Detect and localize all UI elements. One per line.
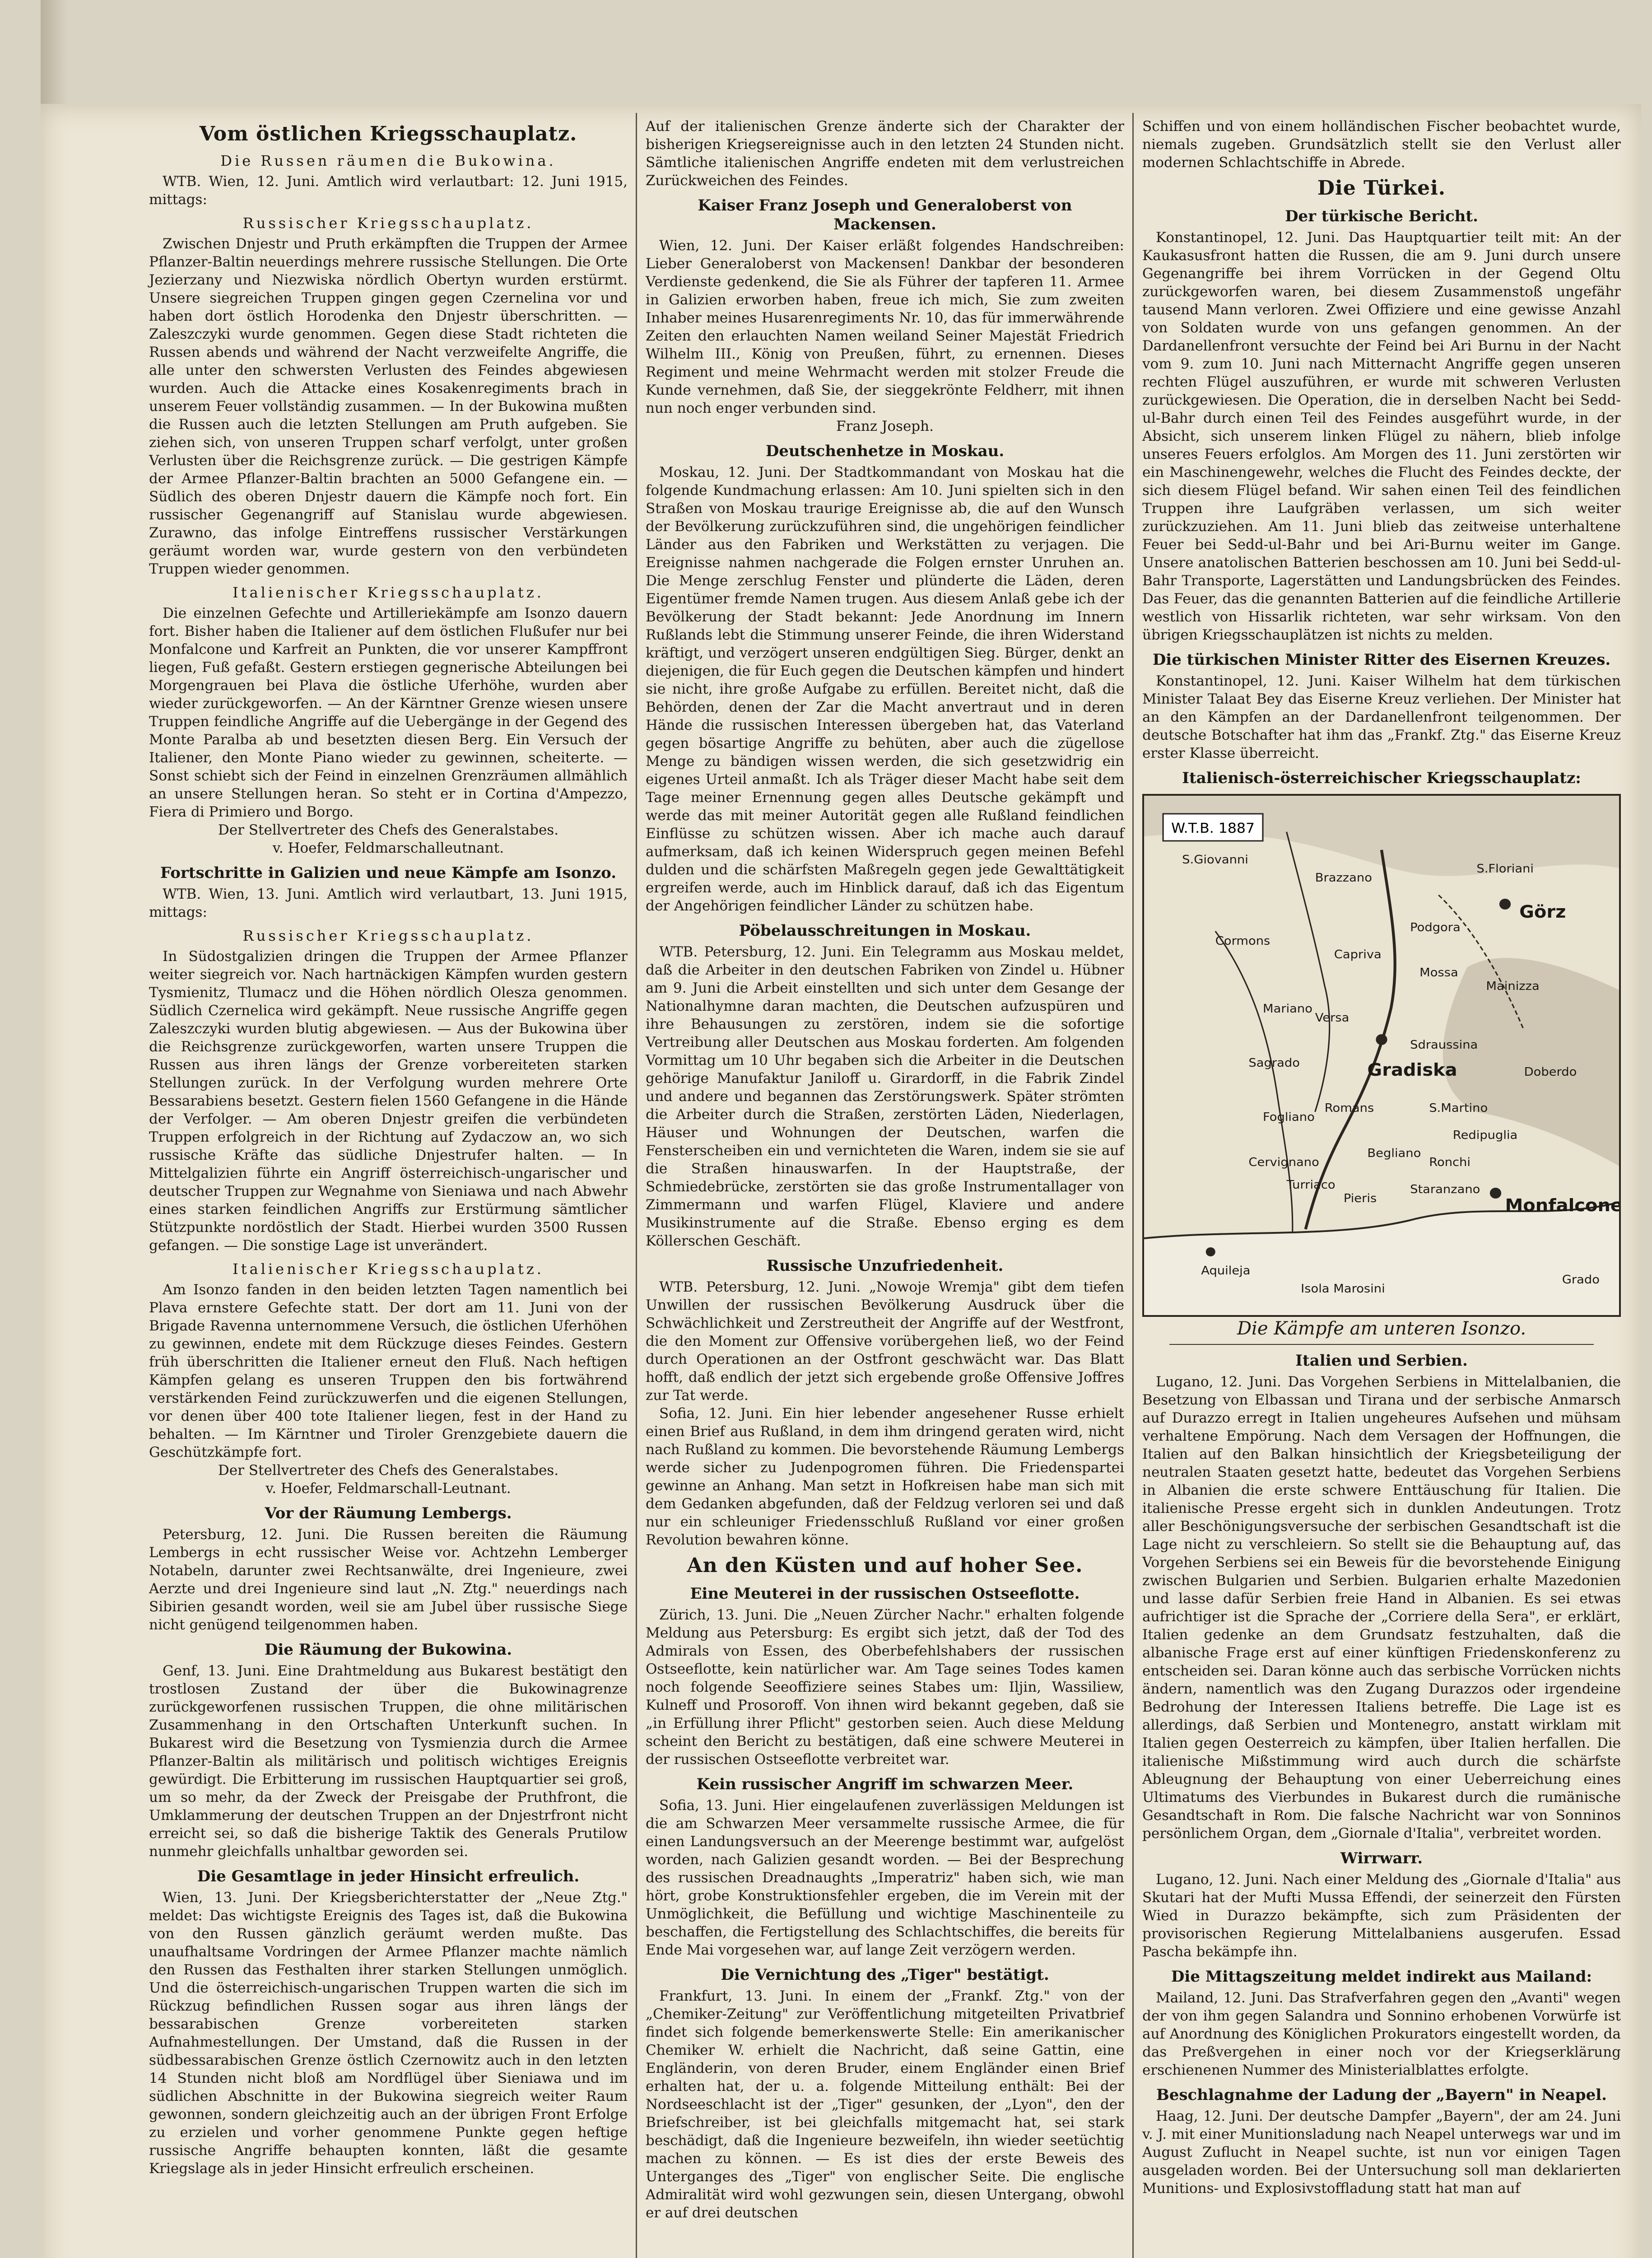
paragraph: WTB. Petersburg, 12. Juni. „Nowoje Wremja" gibt dem tiefen Unwillen der russischen Bevölkerung Ausdruck über die Schwächlichkeit und Zerstreutheit der Angriffe auf der Westfront, die den Moment zur Offensive vorübergehen ließ, wo der Feind durch Operationen an der Ostfront geschwächt war. Das Blatt hofft, daß endlich der jetzt sich ergebende große Offensive Joffres zur Tat werde. [646, 1279, 1124, 1404]
signature: Der Stellvertreter des Chefs des Generalstabes. [218, 1462, 559, 1479]
paragraph: Sofia, 12. Juni. Ein hier lebender angesehener Russe erhielt einen Brief aus Rußland, in dem ihm dringend geraten wird, nicht nach Rußland zu kommen. Die bevorstehende Räumung Lembergs werde sicher zu Judenpogromen führen. Die Friedenspartei gewinne an Anhang. Man setzt in Hofkreisen habe man sich mit dem Gedanken abgefunden, daß der Feldzug verloren sei und daß nur ein schleuniger Friedensschluß Rußland vor einer großen Revolution bewahren könne. [646, 1405, 1124, 1548]
section-heading: Russischer Kriegsschauplatz. [242, 215, 534, 232]
map-place-label: Capriva [1334, 947, 1382, 961]
signature: v. Hoefer, Feldmarschall-Leutnant. [265, 1480, 511, 1497]
dateline: WTB. Wien, 12. Juni. Amtlich wird verlautbart: 12. Juni 1915, mittags: [149, 173, 628, 208]
paragraph: Petersburg, 12. Juni. Die Russen bereiten die Räumung Lembergs in echt russischer Weise vor. Achtzehn Lemberger Notabeln, darunter zwei Rechtsanwälte, drei Ingenieure, zwei Aerzte und drei Ingenieure sind laut „N. Ztg." neuerdings nach Sibirien gesandt worden, weil sie am Jubel über russische Siege nicht genügend teilgenommen haben. [149, 1526, 628, 1633]
headline: Die Gesamtlage in jeder Hinsicht erfreulich. [197, 1867, 580, 1885]
headline: Fortschritte in Galizien und neue Kämpfe am Isonzo. [160, 864, 617, 882]
map-place-label: Isola Marosini [1301, 1282, 1385, 1296]
paragraph: Schiffen und von einem holländischen Fischer beobachtet wurde, niemals zugeben. Grundsätzlich stellt sie den Verlust aller modernen Schlachtschiffe in Abrede. [1142, 118, 1621, 171]
paragraph: Die einzelnen Gefechte und Artilleriekämpfe am Isonzo dauern fort. Bisher haben die Italiener auf dem östlichen Flußufer nur bei Monfalcone und Karfreit an Punkten, die vor unserer Kampffront liegen, Fuß gefaßt. Gestern erstiegen gegnerische Abteilungen bei Morgengrauen bei Plava die östliche Uferhöhe, wurden aber wieder zurückgeworfen. — An der Kärntner Grenze wiesen unsere Truppen feindliche Angriffe auf die Uebergänge in der Gegend des Monte Paralba ab und besetzten diesen Berg. Ein Versuch der Italiener, den Monte Piano wieder zu gewinnen, scheiterte. — Sonst schiebt sich der Feind in einzelnen Grenzräumen allmählich an unsere Stellungen heran. So steht er in Cortina d'Ampezzo, Fiera di Primiero und Borgo. [149, 605, 628, 820]
map-place-label: S.Martino [1429, 1101, 1488, 1115]
map-place-label: Romans [1324, 1101, 1374, 1115]
map-place-label: Fogliano [1263, 1110, 1315, 1124]
headline: Vor der Räumung Lembergs. [265, 1504, 512, 1522]
headline: Deutschenhetze in Moskau. [765, 442, 1005, 460]
paragraph: Lugano, 12. Juni. Nach einer Meldung des „Giornale d'Italia" aus Skutari hat der Mufti Mussa Effendi, der seinerzeit den Fürsten Wied in Durazzo bekämpfte, sich zum Präsidenten der provisorischen Regierung Mittelalbaniens ausgerufen. Essad Pascha bekämpfe ihn. [1142, 1871, 1621, 1960]
map-place-label: Mainizza [1486, 979, 1540, 993]
map-place-label: Mossa [1419, 966, 1458, 980]
paragraph: Haag, 12. Juni. Der deutsche Dampfer „Bayern", der am 24. Juni v. J. mit einer Munitionsladung nach Neapel unterwegs war und im August Zuflucht in Neapel suchte, ist nun vor einigen Tagen ausgeladen worden. Bei der Untersuchung soll man deklarierten Munitions- und Explosivstoffladung statt hat man auf [1142, 2108, 1621, 2197]
map-place-label: Grado [1562, 1273, 1600, 1287]
column-rule [1132, 113, 1134, 2258]
headline: Italien und Serbien. [1295, 1352, 1468, 1370]
column-2 [646, 117, 1124, 2222]
map-place-label: S.Giovanni [1182, 853, 1248, 867]
section-heading: Russischer Kriegsschauplatz. [242, 927, 534, 944]
map-caption: Die Kämpfe am unteren Isonzo. [1237, 1318, 1526, 1339]
headline: Beschlagnahme der Ladung der „Bayern" in Neapel. [1156, 2086, 1607, 2104]
map-place-label: Aquileja [1201, 1264, 1251, 1278]
map-place-label: Staranzano [1410, 1182, 1480, 1196]
headline: Pöbelausschreitungen in Moskau. [739, 922, 1031, 940]
paragraph: Moskau, 12. Juni. Der Stadtkommandant von Moskau hat die folgende Kundmachung erlassen: Am 10. Juni spielten sich in den Straßen von Moskau traurige Ereignisse ab, die auf den Wunsch der Bevölkerung zurückzuführen sind, die ungehörigen feindlicher Länder aus den Fabriken und Werkstätten zu verjagen. Die Ereignisse nahmen nachgerade die Folgen ernster Unruhen an. Die Menge zerschlug Fenster und plünderte die Läden, deren Eigentümer fremde Namen trugen. Aus diesem Anlaß gebe ich der Bevölkerung der Stadt bekannt: Jede Anordnung im Innern Rußlands lebt die Stimmung unserer Feinde, die ihren Widerstand kräftigt, und verzögert unseren endgültigen Sieg. Bürger, denkt an diejenigen, die für Euch gegen die Deutschen kämpfen und hindert sie nicht, ihre große Aufgabe zu erfüllen. Bereitet nicht, daß die Behörden, denen der Zar die Macht anvertraut und in deren Hände die russischen Interessen übergeben hat, das Vaterland gegen bösartige Angriffe zu behüten, aber auch die zügellose Menge zu bändigen wissen werden, die sich gesetzwidrig ein eigenes Urteil anmaßt. Ich als Träger dieser Macht habe seit dem Tage meiner Ernennung gegen alles Deutsche gekämpft und werde das mit meiner Autorität gegen alle Rußland feindlichen Einflüsse zu schützen wissen. Aber ich mache auch darauf aufmerksam, daß ich keinen Widerspruch gegen meinen Befehl dulden und die schärfsten Maßregeln gegen jede Gewalttätigkeit ergreifen werde, auch im Hinblick darauf, daß ich das Eigentum der Angehörigen feindlicher Länder zu schützen habe. [646, 464, 1124, 914]
map-place-label: Begliano [1367, 1146, 1421, 1160]
map-drawing [1144, 796, 1619, 1315]
paragraph: Mailand, 12. Juni. Das Strafverfahren gegen den „Avanti" wegen der von ihm gegen Salandra und Sonnino erhobenen Vorwürfe ist auf Anordnung des Königlichen Prokurators eingestellt worden, da das Preßvergehen in einer noch vor der Kriegserklärung erschienenen Nummer des Ministerialblattes erfolgte. [1142, 1990, 1621, 2078]
paragraph: Frankfurt, 13. Juni. In einem der „Frankf. Ztg." von der „Chemiker-Zeitung" zur Veröffentlichung mitgeteilten Privatbrief findet sich folgende bemerkenswerte Stelle: Ein amerikanischer Chemiker W. erhielt die Nachricht, daß seine Gattin, eine Engländerin, von deren Bruder, einem Engländer einen Brief erhalten hat, der u. a. folgende Mitteilung enthält: Bei der Nordseeschlacht ist der „Tiger" gesunken, der „Lyon", den der Briefschreiber, ist bei gleichfalls mitgemacht hat, sei stark beschädigt, daß die Ingenieure bezweifeln, ihn wieder seetüchtig machen zu können. — Es ist dies der erste Beweis des Unterganges des „Tiger" von englischer Seite. Die englische Admiralität wird wohl gezwungen sein, diesen Untergang, obwohl er auf drei deutschen [646, 1988, 1124, 2221]
isonzo-map [1142, 794, 1621, 1317]
map-stamp: W.T.B. 1887 [1171, 820, 1255, 836]
map-place-label: Redipuglia [1452, 1128, 1518, 1142]
paragraph: Wien, 12. Juni. Der Kaiser erläßt folgendes Handschreiben: Lieber Generaloberst von Mackensen! Dankbar der besonderen Verdienste gedenkend, die Sie als Führer der tapferen 11. Armee in Galizien erworben haben, freue ich mich, Sie zum zweiten Inhaber meines Husarenregiments Nr. 10, das für immerwährende Zeiten den erlauchten Namen weiland Seiner Majestät Friedrich Wilhelm III., König von Preußen, führt, zu ernennen. Dieses Regiment und meine Wehrmacht werden mit stolzer Freude die Kunde vernehmen, daß Sie, der sieggekrönte Feldherr, mit ihnen nun noch enger verbunden sind. [646, 238, 1124, 416]
divider [1169, 1344, 1594, 1345]
section-heading: Italienischer Kriegsschauplatz. [233, 584, 544, 601]
column-1 [149, 117, 628, 2178]
section-heading: Italienischer Kriegsschauplatz. [233, 1260, 544, 1278]
headline: Der türkische Bericht. [1285, 207, 1478, 225]
paragraph: Wien, 13. Juni. Der Kriegsberichterstatter der „Neue Ztg." meldet: Das wichtigste Ereignis des Tages ist, daß die Bukowina von den Russen gänzlich geräumt werden mußte. Das unaufhaltsame Vordringen der Armee Pflanzer machte nämlich den Russen das Festhalten ihrer starken Stellungen unmöglich. Und die österreichisch-ungarischen Truppen warten die sich im Rückzug befindlichen Russen sogar aus ihren längs der bessarabischen Grenze vorbereiteten starken Aufnahmestellungen. Der Umstand, daß die Russen in der südbessarabischen Grenze östlich Czernowitz auch in den letzten 14 Stunden nicht bloß am Nordflügel über Sieniawa und im südlichen Abschnitte in der Bukowina siegreich weiter Raum gewonnen, sondern gleichzeitig auch an der übrigen Front Erfolge zu erzielen und vorher genommene Punkte gegen heftige russische Angriffe behaupten konnten, läßt die gesamte Kriegslage als in jeder Hinsicht erfreulich erscheinen. [149, 1889, 628, 2177]
paragraph: Konstantinopel, 12. Juni. Kaiser Wilhelm hat dem türkischen Minister Talaat Bey das Eiserne Kreuz verliehen. Der Minister hat an den Kämpfen an der Dardanellenfront teilgenommen. Der deutsche Botschafter hat ihm das „Frankf. Ztg." das Eiserne Kreuz erster Klasse überreicht. [1142, 673, 1621, 761]
headline: Die Räumung der Bukowina. [264, 1641, 512, 1659]
map-place-label: Cormons [1215, 934, 1270, 948]
map-place-label: Cervignano [1248, 1155, 1319, 1169]
map-place-label: Görz [1519, 902, 1566, 922]
subheadline: Die Russen räumen die Bukowina. [220, 152, 556, 169]
paragraph: Genf, 13. Juni. Eine Drahtmeldung aus Bukarest bestätigt den trostlosen Zustand der über die Bukowinagrenze zurückgeworfenen russischen Truppen, die ohne militärischen Zusammenhang in den Ortschaften Unterkunft suchen. In Bukarest wird die Besetzung von Tysmienzia durch die Armee Pflanzer-Baltin als militärisch und politisch wichtiges Ereignis gewürdigt. Die Erbitterung im russischen Hauptquartier sei groß, um so mehr, da der Zweck der Preisgabe der Pruthfront, die Umklammerung der deutschen Truppen an der Dnjestrfront nicht erreicht sei, so daß die bisherige Taktik des Generals Prutilow nunmehr gleichfalls unhaltbar geworden sei. [149, 1663, 628, 1860]
map-place-label: Turriaco [1286, 1178, 1336, 1192]
map-place-label: Podgora [1410, 920, 1461, 934]
column-rule [636, 113, 637, 2258]
paragraph: Lugano, 12. Juni. Das Vorgehen Serbiens in Mittelalbanien, die Besetzung von Elbassan und Tirana und der serbische Anmarsch auf Durazzo erregt in Italien ungeheures Aufsehen und mühsam verhaltene Empörung. Nach dem Versagen der Hoffnungen, die Italien auf den Balkan hinsichtlich der Kriegsbeteiligung der neutralen Staaten gesetzt hatte, bedeutet das Vorgehen Serbiens in Albanien die erste schwere Enttäuschung für Italien. Die italienische Presse ergeht sich in dunklen Andeutungen. Trotz aller Beschönigungsversuche der serbischen Gesandtschaft ist die Lage nicht zu verschleiern. So stellt sie die Behauptung auf, das Vorgehen Serbiens sei ein Beweis für die bevorstehende Einigung zwischen Bulgarien und Serbien. Bulgarien erhalte Mazedonien und lasse dafür Serbien freie Hand in Albanien. Es sei etwas aufrichtiger ist die Sprache der „Corriere della Sera", er erklärt, Italien gedenke an dem Grundsatz festzuhalten, daß die albanische Frage erst auf einer künftigen Friedenskonferenz zu entscheiden sei. Daran könne auch das serbische Vorrücken nichts ändern, namentlich was den Zugang Durazzos oder irgendeine Bedrohung der Interessen Italiens betreffe. Die Lage ist es allerdings, daß Serbien und Montenegro, anstatt wirklam mit Italien gegen Oesterreich zu kämpfen, über Italien herfallen. Die italienische Mißstimmung wird auch durch die schärfste Ableugnung der Behauptung von einer Ueberreichung eines Ultimatums des Vierbundes in Bukarest durch die rumänische Gesandtschaft in Rom. Die falsche Nachricht war von Sonninos persönlichem Organ, dem „Giornale d'Italia", verbreitet worden. [1142, 1374, 1621, 1842]
headline: Italienisch-österreichischer Kriegsschauplatz: [1182, 769, 1581, 787]
signature: Der Stellvertreter des Chefs des Generalstabes. [218, 822, 559, 838]
dateline: WTB. Wien, 13. Juni. Amtlich wird verlautbart, 13. Juni 1915, mittags: [149, 886, 628, 920]
map-place-label: Pieris [1343, 1191, 1377, 1205]
headline: Russische Unzufriedenheit. [766, 1257, 1004, 1275]
headline: Vom östlichen Kriegsschauplatz. [199, 122, 577, 145]
headline: Kaiser Franz Joseph und Generaloberst von Mackensen. [698, 196, 1072, 233]
signature: Franz Joseph. [836, 418, 934, 434]
map-place-label: Sagrado [1248, 1056, 1300, 1070]
headline: Die Vernichtung des „Tiger" bestätigt. [721, 1966, 1049, 1984]
paragraph: Auf der italienischen Grenze änderte sich der Charakter der bisherigen Kriegsereignisse auch in den letzten 24 Stunden nicht. Sämtliche italienischen Angriffe endeten mit dem verlustreichen Zurückweichen des Feindes. [646, 118, 1124, 189]
paragraph: Am Isonzo fanden in den beiden letzten Tagen namentlich bei Plava ernstere Gefechte statt. Der dort am 11. Juni von der Brigade Ravenna unternommene Versuch, die östlichen Uferhöhen zu gewinnen, endete mit dem Rückzuge dieses Feindes. Gestern früh überschritten die Italiener erneut den Fluß. Nach heftigen Kämpfen gelang es unseren Truppen den bis fortwährend verstärkenden Feind zurückzuwerfen und die eigenen Stellungen, vor denen über 400 tote Italiener liegen, fest in der Hand zu behalten. — Im Kärntner und Tiroler Grenzgebiete dauern die Geschützkämpfe fort. [149, 1282, 628, 1460]
column-3 [1142, 117, 1621, 2197]
map-place-label: S.Floriani [1476, 862, 1534, 876]
headline: Kein russischer Angriff im schwarzen Meer. [696, 1775, 1074, 1793]
map-place-label: Gradiska [1367, 1060, 1457, 1080]
map-place-label: Doberdo [1524, 1065, 1577, 1079]
headline: An den Küsten und auf hoher See. [687, 1554, 1083, 1577]
paragraph: In Südostgalizien dringen die Truppen der Armee Pflanzer weiter siegreich vor. Nach hartnäckigen Kämpfen wurden gestern Tysmienitz, Tlumacz und die Höhen nördlich Olesza genommen. Südlich Czernelica wird gekämpft. Neue russische Angriffe gegen Zaleszczyki wurden blutig abgewiesen. — Aus der Bukowina über die Reichsgrenze zurückgeworfen, warten unsere Truppen die Russen aus ihren längs der Grenze vorbereiteten starken Stellungen zurück. In der Verfolgung wurden mehrere Orte Bessarabiens besetzt. Gestern fielen 1560 Gefangene in die Hände der Verfolger. — Am oberen Dnjestr greifen die verbündeten Truppen erfolgreich in der Richtung auf Zydaczow an, wo sich russische Kräfte das südliche Dnjestrufer halten. — In Mittelgalizien führte ein Angriff österreichisch-ungarischer und deutscher Truppen zur Wegnahme von Sieniawa und nach Abwehr eines starken feindlichen Angriffs zur Erstürmung sämtlicher Stützpunkte nordöstlich der Stadt. Hierbei wurden 3500 Russen gefangen. — Die sonstige Lage ist unverändert. [149, 948, 628, 1254]
map-place-label: Brazzano [1315, 871, 1372, 885]
map-place-label: Sdraussina [1410, 1038, 1478, 1052]
map-place-label: Versa [1315, 1011, 1350, 1025]
map-place-label: Ronchi [1429, 1155, 1471, 1169]
paragraph: Sofia, 13. Juni. Hier eingelaufenen zuverlässigen Meldungen ist die am Schwarzen Meer versammelte russische Armee, die für einen Landungsversuch an der Meerenge bestimmt war, aufgelöst worden, nach Galizien gesandt worden. — Bei der Besprechung des russischen Dreadnaughts „Imperatriz" haben sich, wie man hört, grobe Konstruktionsfehler ergeben, die im Verein mit der Unmöglichkeit, die Befüllung und wichtige Maschinenteile zu beschaffen, die Fertigstellung des Schlachtschiffes, die bereits für Ende Mai vorgesehen war, auf lange Zeit verzögern werden. [646, 1797, 1124, 1958]
paragraph: Zürich, 13. Juni. Die „Neuen Zürcher Nachr." erhalten folgende Meldung aus Petersburg: Es ergibt sich jetzt, daß der Tod des Admirals von Essen, des Oberbefehlshabers der russischen Ostseeflotte, kein natürlicher war. Am Tage seines Todes kamen noch folgende Seeoffiziere seines Stabes um: Iljin, Wassiliew, Kulneff und Prosoroff. Von ihnen wird bekannt gegeben, daß sie „in Erfüllung ihrer Pflicht" gestorben seien. Auch diese Meldung scheint den Bericht zu bestätigen, daß eine schwere Meuterei in der russischen Ostseeflotte verbreitet war. [646, 1607, 1124, 1768]
paragraph: Konstantinopel, 12. Juni. Das Hauptquartier teilt mit: An der Kaukasusfront hatten die Russen, die am 9. Juni durch unsere Gegenangriffe bei ihrem Vorrücken in der Gegend Oltu zurückgeworfen waren, bei diesem Zusammenstoß ungefähr tausend Mann verloren. Zwei Offiziere und eine gewisse Anzahl von Soldaten wurde von uns gefangen genommen. An der Dardanellenfront versuchte der Feind bei Ari Burnu in der Nacht vom 9. zum 10. Juni nach Mitternacht Angriffe gegen unseren rechten Flügel auszuführen, er wurde mit schweren Verlusten zurückgewiesen. Die Operation, die in derselben Nacht bei Sedd-ul-Bahr durch einen Teil des Feindes ausgeführt wurde, in der Absicht, sich unserem linken Flügel zu nähern, blieb infolge unseres Feuers erfolglos. Am Morgen des 11. Juni zerstörten wir ein Maschinengewehr, welches die Flucht des Feindes deckte, der sich diesem Flügel befand. Wir sahen einen Teil des feindlichen Truppen ihre Laufgräben verlassen, um sich weiter zurückzuziehen. Am 11. Juni blieb das zeitweise unterhaltene Feuer bei Sedd-ul-Bahr und bei Ari-Burnu weiter im Gange. Unsere anatolischen Batterien beschossen am 10. Juni bei Sedd-ul-Bahr Transporte, Lagerstätten und Landungsbrücken des Feindes. Das Feuer, das die genannten Batterien auf die feindliche Artillerie westlich von Hissarlik richteten, war sehr wirksam. Von den übrigen Kriegsschauplätzen ist nichts zu melden. [1142, 229, 1621, 643]
headline: Eine Meuterei in der russischen Ostseeflotte. [690, 1585, 1080, 1603]
headline: Wirrwarr. [1340, 1849, 1423, 1867]
map-place-label: Mariano [1263, 1002, 1312, 1016]
map-place-label: Monfalcone [1505, 1195, 1619, 1216]
paragraph: WTB. Petersburg, 12. Juni. Ein Telegramm aus Moskau meldet, daß die Arbeiter in den deutschen Fabriken von Zindel u. Hübner am 9. Juni die Arbeit einstellten und sich unter dem Gesange der Nationalhymne daran machten, die Deutschen aufzuspüren und ihre Behausungen zu zerstören, indem sie die sofortige Vertreibung aller Deutschen aus Moskau forderten. Am folgenden Vormittag um 10 Uhr begaben sich die Arbeiter in die Deutschen gehörige Manufaktur Janiloff u. Girardorff, in die Fabrik Zindel und andere und begannen das Zerstörungswerk. Später strömten die Arbeiter durch die Straßen, zerstörten Läden, Niederlagen, Häuser und Wohnungen der Deutschen, warfen die Fensterscheiben ein und vernichteten die Waren, indem sie sie auf die Straßen hinauswarfen. In der Hauptstraße, der Schmiedebrücke, zerstörten sie das große Instrumentallager von Zimmermann und warfen Flügel, Klaviere und andere Musikinstrumente auf die Straße. Ebenso erging es dem Köllerschen Geschäft. [646, 944, 1124, 1249]
paragraph: Zwischen Dnjestr und Pruth erkämpften die Truppen der Armee Pflanzer-Baltin neuerdings mehrere russische Stellungen. Die Orte Jezierzany und Niezwiska nördlich Obertyn wurden erstürmt. Unsere siegreichen Truppen gingen gegen Czernelina vor und haben dort östlich Horodenka den Dnjestr überschritten. — Zaleszczyki wurde genommen. Gegen diese Stadt richteten die Russen abends und während der Nacht verzweifelte Angriffe, die alle unter den schwersten Verlusten des Feindes abgewiesen wurden. Auch die Attacke eines Kosakenregiments brach in unserem Feuer vollständig zusammen. — In der Bukowina mußten die Russen auch die letzten Stellungen am Pruth aufgeben. Sie ziehen sich, von unseren Truppen scharf verfolgt, unter großen Verlusten über die Reichsgrenze zurück. — Die gestrigen Kämpfe der Armee Pflanzer-Baltin brachten an 5000 Gefangene ein. — Südlich des oberen Dnjestr dauern die Kämpfe noch fort. Ein russischer Gegenangriff auf Stanislau wurde abgewiesen. Zurawno, das infolge Eintreffens russischer Verstärkungen geräumt worden war, wurde gestern von den verbündeten Truppen wieder genommen. [149, 236, 628, 577]
headline: Die türkischen Minister Ritter des Eisernen Kreuzes. [1152, 651, 1611, 669]
signature: v. Hoefer, Feldmarschalleutnant. [272, 840, 504, 856]
headline: Die Türkei. [1317, 177, 1446, 200]
headline: Die Mittagszeitung meldet indirekt aus Mailand: [1171, 1968, 1592, 1986]
